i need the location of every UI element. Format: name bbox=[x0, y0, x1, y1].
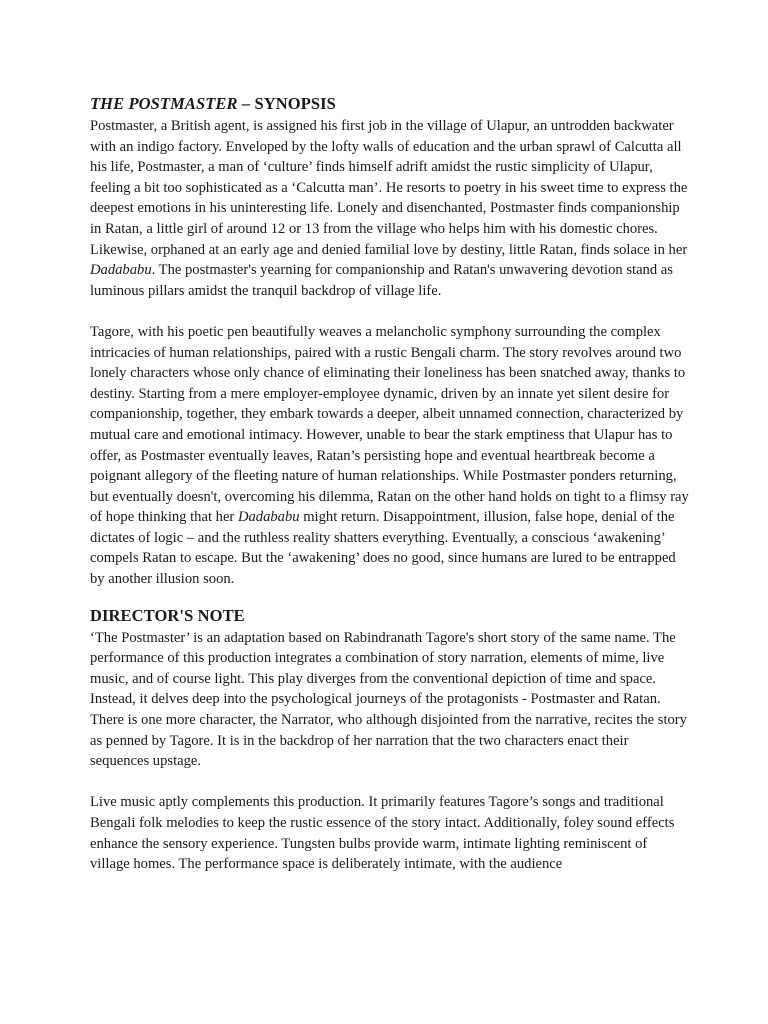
directors-note-heading: DIRECTOR'S NOTE bbox=[90, 605, 245, 625]
synopsis-heading bbox=[90, 92, 690, 116]
synopsis-paragraph-1 bbox=[90, 116, 690, 301]
text-run: . The postmaster's yearning for companionship and Ratan's unwavering devotion stand as luminous pillars amidst the tranquil backdrop of village life. bbox=[90, 262, 673, 299]
directors-note-paragraph-1: ‘The Postmaster’ is an adaptation based on Rabindranath Tagore's short story of the same name. The performance of this production integrates a combination of story narration, elements of mime, live music, and of course light. This play diverges from the conventional depiction of time and space. Instead, it delves deep into the psychological journeys of the protagonists - Postmaster and Ratan. There is one more character, the Narrator, who although disjointed from the narrative, recites the story as penned by Tagore. It is in the backdrop of her narration that the two characters enact their sequences upstage. bbox=[90, 629, 687, 770]
synopsis-paragraph-2 bbox=[90, 322, 690, 590]
document-page bbox=[90, 92, 690, 875]
directors-note-paragraph-2: Live music aptly complements this production. It primarily features Tagore’s songs and traditional Bengali folk melodies to keep the rustic essence of the story intact. Additionally, foley sound effects enhance the sensory experience. Tungsten bulbs provide warm, intimate lighting reminiscent of village homes. The performance space is deliberately intimate, with the audience bbox=[90, 794, 675, 873]
text-run: might return. Disappointment, illusion, false hope, denial of the dictates of logic – and the ruthless reality shatters everything. Eventually, a conscious ‘awakening’ compels Ratan to escape. But the ‘awakening’ does no good, since humans are lured to be entrapped by another illusion soon. bbox=[90, 509, 676, 588]
italic-term: Dadababu bbox=[90, 262, 152, 279]
text-run: Postmaster, a British agent, is assigned his first job in the village of Ulapur, an untrodden backwater with an indigo factory. Enveloped by the lofty walls of education and the urban sprawl of Calcutta all his life, Postmaster, a man of ‘culture’ finds himself adrift amidst the rustic simplicity of Ulapur, feeling a bit too sophisticated as a ‘Calcutta man’. He resorts to poetry in his sweet time to express the deepest emotions in his uninteresting life. Lonely and disenchanted, Postmaster finds companionship in Ratan, a little girl of around 12 or 13 from the village who helps him with his domestic chores. Likewise, orphaned at an early age and denied familial love by destiny, little Ratan, finds solace in her bbox=[90, 118, 688, 258]
play-title: THE POSTMASTER bbox=[90, 94, 238, 113]
italic-term: Dadababu bbox=[237, 509, 300, 526]
text-run: Tagore, with his poetic pen beautifully weaves a melancholic symphony surrounding the complex intricacies of human relationships, paired with a rustic Bengali charm. The story revolves around two lonely characters whose only chance of eliminating their loneliness has been snatched away, thanks to destiny. Starting from a mere employer-employee dynamic, driven by an innate yet silent desire for companionship, together, they embark towards a deeper, albeit unnamed connection, characterized by mutual care and emotional intimacy. However, unable to bear the stark emptiness that Ulapur has to offer, as Postmaster eventually leaves, Ratan’s persisting hope and eventual heartbreak become a poignant allegory of the fleeting nature of human relationships. While Postmaster ponders returning, but eventually doesn't, overcoming his dilemma, Ratan on the other hand holds on tight to a flimsy ray of hope thinking that her bbox=[90, 323, 689, 526]
synopsis-label: SYNOPSIS bbox=[254, 94, 336, 113]
heading-separator: – bbox=[237, 94, 255, 113]
